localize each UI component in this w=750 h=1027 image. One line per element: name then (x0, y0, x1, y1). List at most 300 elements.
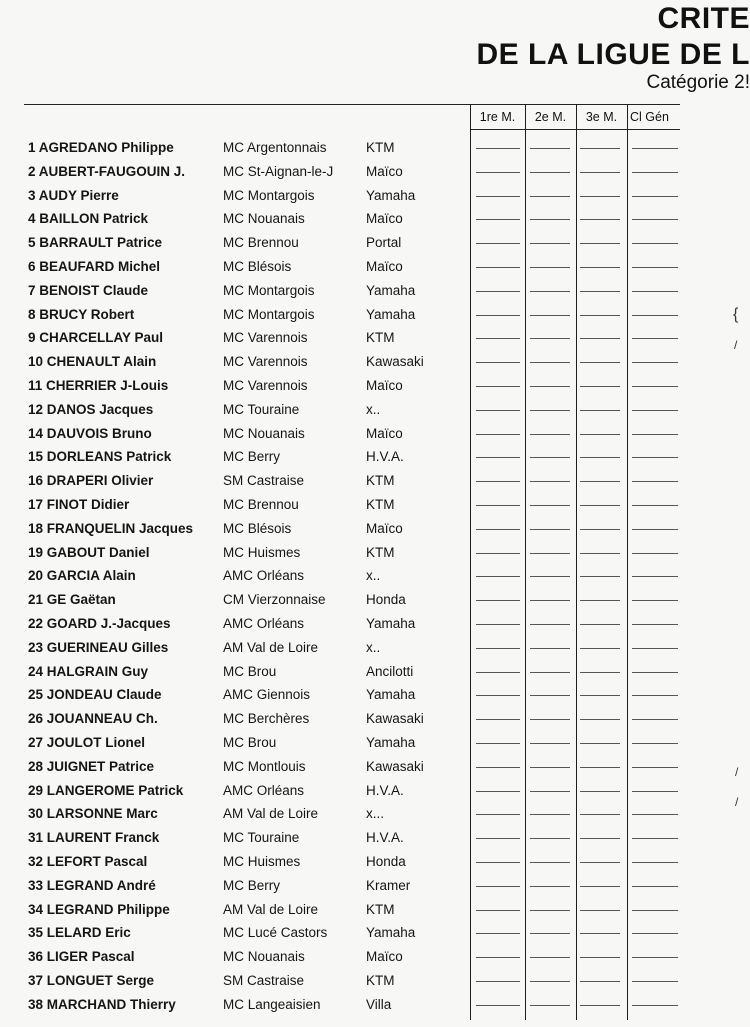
entrant-row (0, 207, 750, 231)
entrant-club: MC Brou (223, 734, 277, 750)
entrant-make: Honda (366, 592, 406, 608)
entrant-make: x.. (366, 568, 381, 584)
result-entry-line (580, 838, 620, 839)
result-entry-line (632, 743, 678, 744)
entrant-row (0, 850, 750, 874)
entrant-club: MC Touraine (223, 830, 300, 846)
result-entry-line (580, 553, 620, 554)
result-entry-line (476, 505, 520, 506)
entrant-name: 32 LEFORT Pascal (28, 853, 148, 869)
result-entry-line (632, 957, 678, 958)
result-entry-line (476, 743, 520, 744)
result-entry-line (580, 219, 620, 220)
result-entry-line (580, 338, 620, 339)
result-entry-line (580, 719, 620, 720)
page-title-line-1: CRITE (657, 2, 750, 35)
result-entry-line (580, 957, 620, 958)
margin-mark: / (735, 765, 739, 779)
column-header-round-1: 1re M. (479, 110, 516, 124)
grid-top-border (470, 104, 680, 105)
result-entry-line (530, 767, 570, 768)
result-entry-line (580, 695, 620, 696)
entrant-club: AM Val de Loire (223, 806, 319, 822)
result-entry-line (530, 338, 570, 339)
entrant-row (0, 255, 750, 279)
entrant-club: MC Langeaisien (223, 996, 321, 1012)
result-entry-line (530, 862, 570, 863)
entrant-name: 21 GE Gaëtan (28, 592, 116, 608)
result-entry-line (580, 624, 620, 625)
entrant-name: 1 AGREDANO Philippe (28, 140, 174, 155)
margin-mark: { (733, 306, 739, 323)
result-entry-line (530, 1005, 570, 1006)
result-entry-line (476, 196, 520, 197)
entrant-make: KTM (366, 901, 395, 917)
entrant-make: Honda (366, 853, 406, 869)
entrant-name: 5 BARRAULT Patrice (28, 235, 163, 251)
entrant-club: SM Castraise (223, 473, 305, 489)
result-entry-line (530, 648, 570, 649)
result-entry-line (580, 791, 620, 792)
entrant-name: 37 LONGUET Serge (28, 972, 155, 988)
result-entry-line (530, 957, 570, 958)
entrant-name: 2 AUBERT-FAUGOUIN J. (28, 163, 186, 179)
result-entry-line (476, 957, 520, 958)
entrant-row (0, 160, 750, 184)
entrant-club: MC Blésois (223, 258, 292, 274)
result-entry-line (476, 386, 520, 387)
result-entry-line (530, 695, 570, 696)
entrant-make: Yamaha (366, 187, 416, 203)
entrant-make: Kawasaki (366, 711, 424, 727)
entrant-club: AM Val de Loire (223, 901, 319, 917)
result-entry-line (580, 910, 620, 911)
result-entry-line (580, 576, 620, 577)
entrant-name: 36 LIGER Pascal (28, 949, 135, 965)
result-entry-line (530, 933, 570, 934)
result-entry-line (580, 291, 620, 292)
entrant-name: 31 LAURENT Franck (28, 830, 160, 846)
entrant-row (0, 231, 750, 255)
entrant-club: MC Blésois (223, 520, 292, 536)
result-entry-line (580, 767, 620, 768)
entrant-row (0, 303, 750, 327)
result-entry-line (632, 243, 678, 244)
entrant-name: 28 JUIGNET Patrice (28, 758, 155, 774)
result-entry-line (476, 672, 520, 673)
entrant-make: Maïco (366, 377, 403, 393)
result-entry-line (632, 600, 678, 601)
result-entry-line (476, 148, 520, 149)
result-entry-line (580, 862, 620, 863)
column-header-round-3: 3e M. (585, 110, 618, 124)
entrant-club: MC Nouanais (223, 949, 305, 965)
entrant-club: MC Lucé Castors (223, 925, 328, 941)
result-entry-line (476, 719, 520, 720)
result-entry-line (530, 672, 570, 673)
result-entry-line (580, 434, 620, 435)
entrant-row (0, 398, 750, 422)
entrant-row (0, 826, 750, 850)
result-entry-line (476, 933, 520, 934)
entrant-name: 19 GABOUT Daniel (28, 544, 150, 560)
result-entry-line (530, 886, 570, 887)
entrant-club: MC Varennois (223, 330, 308, 346)
result-entry-line (530, 600, 570, 601)
entrant-club: MC Berry (223, 877, 280, 893)
entrant-club: AM Val de Loire (223, 639, 319, 655)
result-entry-line (476, 576, 520, 577)
entrant-row (0, 541, 750, 565)
entrant-row (0, 898, 750, 922)
result-entry-line (632, 553, 678, 554)
result-entry-line (530, 267, 570, 268)
margin-mark: / (735, 795, 739, 809)
entrant-club: AMC Orléans (223, 568, 305, 584)
result-entry-line (632, 838, 678, 839)
entrant-name: 27 JOULOT Lionel (28, 734, 146, 750)
result-entry-line (632, 719, 678, 720)
result-entry-line (632, 624, 678, 625)
entrant-row (0, 683, 750, 707)
page-title-line-2: DE LA LIGUE DE L (476, 38, 750, 71)
result-entry-line (632, 910, 678, 911)
entrant-row (0, 517, 750, 541)
entrant-club: MC Huismes (223, 544, 301, 560)
entrant-list (0, 136, 750, 1016)
entrant-make: Yamaha (366, 925, 416, 941)
result-entry-line (476, 981, 520, 982)
entrant-name: 10 CHENAULT Alain (28, 354, 157, 370)
entrant-name: 22 GOARD J.-Jacques (28, 615, 171, 631)
result-entry-line (632, 505, 678, 506)
result-entry-line (580, 148, 620, 149)
entrant-club: MC Argentonnais (223, 140, 327, 155)
result-entry-line (530, 243, 570, 244)
result-entry-line (530, 457, 570, 458)
result-entry-line (580, 481, 620, 482)
entrant-make: Maïco (366, 425, 403, 441)
entrant-club: AMC Giennois (223, 687, 311, 703)
entrant-club: CM Vierzonnaise (223, 592, 326, 608)
entrant-make: Yamaha (366, 282, 416, 298)
entrant-name: 15 DORLEANS Patrick (28, 449, 172, 465)
entrant-club: MC Montargois (223, 282, 315, 298)
entrant-row (0, 945, 750, 969)
result-entry-line (580, 814, 620, 815)
result-entry-line (580, 600, 620, 601)
result-entry-line (530, 719, 570, 720)
entrant-name: 7 BENOIST Claude (28, 282, 149, 298)
entrant-make: KTM (366, 473, 395, 489)
entrant-club: MC Montargois (223, 306, 315, 322)
result-entry-line (530, 291, 570, 292)
entrant-club: MC Touraine (223, 401, 300, 417)
column-header-round-2: 2e M. (534, 110, 567, 124)
entrant-make: Maïco (366, 163, 403, 179)
entrant-name: 30 LARSONNE Marc (28, 806, 158, 822)
entrant-make: Ancilotti (366, 663, 414, 679)
result-entry-line (530, 219, 570, 220)
entrant-name: 24 HALGRAIN Guy (28, 663, 149, 679)
result-entry-line (530, 505, 570, 506)
result-entry-line (580, 243, 620, 244)
entrant-name: 12 DANOS Jacques (28, 401, 154, 417)
result-entry-line (476, 529, 520, 530)
result-entry-line (632, 481, 678, 482)
result-entry-line (580, 457, 620, 458)
result-entry-line (632, 457, 678, 458)
result-entry-line (632, 576, 678, 577)
entrant-club: AMC Orléans (223, 782, 305, 798)
entrant-name: 18 FRANQUELIN Jacques (28, 520, 194, 536)
entrant-make: KTM (366, 140, 395, 155)
entrant-row (0, 874, 750, 898)
entrant-row (0, 422, 750, 446)
result-entry-line (530, 434, 570, 435)
entrant-row (0, 564, 750, 588)
entrant-row (0, 374, 750, 398)
result-entry-line (530, 529, 570, 530)
result-entry-line (632, 148, 678, 149)
result-entry-line (632, 315, 678, 316)
entrant-club: MC St-Aignan-le-J (223, 163, 334, 179)
category-subtitle: Catégorie 2! (646, 72, 750, 93)
entrant-name: 8 BRUCY Robert (28, 306, 135, 322)
result-entry-line (580, 315, 620, 316)
entrant-name: 34 LEGRAND Philippe (28, 901, 170, 917)
entrant-make: Kramer (366, 877, 411, 893)
entrant-make: H.V.A. (366, 782, 404, 798)
result-entry-line (476, 457, 520, 458)
result-entry-line (632, 648, 678, 649)
result-entry-line (580, 362, 620, 363)
entrant-make: KTM (366, 496, 395, 512)
result-entry-line (580, 196, 620, 197)
result-entry-line (580, 386, 620, 387)
entrant-row (0, 612, 750, 636)
result-entry-line (632, 791, 678, 792)
result-entry-line (580, 505, 620, 506)
entrant-make: Villa (366, 996, 392, 1012)
entrant-make: Kawasaki (366, 354, 424, 370)
result-entry-line (476, 791, 520, 792)
entrant-row (0, 493, 750, 517)
entrant-make: Yamaha (366, 734, 416, 750)
result-entry-line (476, 481, 520, 482)
result-entry-line (476, 267, 520, 268)
result-entry-line (476, 695, 520, 696)
result-entry-line (476, 886, 520, 887)
entrant-name: 35 LELARD Eric (28, 925, 131, 941)
entrant-club: MC Huismes (223, 853, 301, 869)
result-entry-line (580, 672, 620, 673)
entrant-club: MC Brennou (223, 496, 299, 512)
entrant-name: 23 GUERINEAU Gilles (28, 639, 169, 655)
entrant-name: 29 LANGEROME Patrick (28, 782, 184, 798)
entrant-name: 14 DAUVOIS Bruno (28, 425, 152, 441)
entrant-club: MC Berry (223, 449, 280, 465)
entrant-row (0, 588, 750, 612)
result-entry-line (530, 196, 570, 197)
result-entry-line (632, 291, 678, 292)
entrant-club: MC Montargois (223, 187, 315, 203)
entrant-make: Kawasaki (366, 758, 424, 774)
entrant-make: KTM (366, 330, 395, 346)
entrant-make: x.. (366, 639, 381, 655)
result-entry-line (632, 338, 678, 339)
entrant-row (0, 350, 750, 374)
entrant-make: KTM (366, 972, 395, 988)
result-entry-line (530, 148, 570, 149)
entrant-name: 11 CHERRIER J-Louis (28, 377, 169, 393)
entrant-make: Maïco (366, 258, 403, 274)
result-entry-line (632, 672, 678, 673)
entrant-row (0, 969, 750, 993)
result-entry-line (530, 553, 570, 554)
entrant-row (0, 731, 750, 755)
result-entry-line (476, 600, 520, 601)
result-entry-line (476, 410, 520, 411)
result-entry-line (580, 648, 620, 649)
margin-mark: / (734, 338, 738, 352)
entrant-make: Yamaha (366, 687, 416, 703)
entrant-club: MC Brou (223, 663, 277, 679)
entrant-name: 16 DRAPERI Olivier (28, 473, 154, 489)
entrant-name: 4 BAILLON Patrick (28, 211, 149, 227)
result-entry-line (530, 410, 570, 411)
result-entry-line (530, 791, 570, 792)
entrant-make: Maïco (366, 520, 403, 536)
result-entry-line (476, 767, 520, 768)
result-entry-line (476, 243, 520, 244)
result-entry-line (632, 410, 678, 411)
result-entry-line (476, 291, 520, 292)
result-entry-line (632, 767, 678, 768)
result-entry-line (632, 434, 678, 435)
entrant-row (0, 802, 750, 826)
result-entry-line (476, 624, 520, 625)
entrant-row (0, 636, 750, 660)
result-entry-line (580, 1005, 620, 1006)
entrant-make: KTM (366, 544, 395, 560)
result-entry-line (530, 362, 570, 363)
result-entry-line (476, 219, 520, 220)
result-entry-line (530, 743, 570, 744)
result-entry-line (476, 862, 520, 863)
entrant-row (0, 326, 750, 350)
entrant-make: Yamaha (366, 615, 416, 631)
result-entry-line (530, 481, 570, 482)
result-entry-line (530, 838, 570, 839)
result-entry-line (632, 267, 678, 268)
result-entry-line (476, 910, 520, 911)
entrant-make: Yamaha (366, 306, 416, 322)
result-entry-line (580, 743, 620, 744)
entrant-make: x.. (366, 401, 381, 417)
entrant-club: MC Nouanais (223, 211, 305, 227)
result-entry-line (580, 410, 620, 411)
result-entry-line (476, 172, 520, 173)
entrant-make: Maïco (366, 949, 403, 965)
entrant-row (0, 755, 750, 779)
entrant-club: AMC Orléans (223, 615, 305, 631)
entrant-make: H.V.A. (366, 830, 404, 846)
entrant-club: MC Berchères (223, 711, 310, 727)
entrant-row (0, 445, 750, 469)
result-entry-line (632, 981, 678, 982)
result-entry-line (476, 1005, 520, 1006)
result-entry-line (476, 315, 520, 316)
entrant-club: SM Castraise (223, 972, 305, 988)
entrant-make: Maïco (366, 211, 403, 227)
result-entry-line (530, 981, 570, 982)
entrant-make: Portal (366, 235, 402, 251)
result-entry-line (632, 219, 678, 220)
entrant-name: 38 MARCHAND Thierry (28, 996, 176, 1012)
entrant-row (0, 993, 750, 1017)
result-entry-line (476, 648, 520, 649)
entrant-name: 33 LEGRAND André (28, 877, 156, 893)
result-entry-line (580, 172, 620, 173)
result-entry-line (632, 1005, 678, 1006)
result-entry-line (476, 434, 520, 435)
result-entry-line (632, 196, 678, 197)
grid-header-border (470, 129, 680, 130)
entrant-name: 26 JOUANNEAU Ch. (28, 711, 158, 727)
entrant-make: x... (366, 806, 385, 822)
entrant-row (0, 469, 750, 493)
result-entry-line (530, 172, 570, 173)
result-entry-line (580, 529, 620, 530)
entrant-row (0, 136, 750, 160)
entrant-row (0, 779, 750, 803)
entrant-row (0, 279, 750, 303)
result-entry-line (476, 838, 520, 839)
entrant-name: 9 CHARCELLAY Paul (28, 330, 164, 346)
result-entry-line (632, 862, 678, 863)
entrant-row (0, 707, 750, 731)
result-entry-line (632, 386, 678, 387)
entrant-club: MC Varennois (223, 377, 308, 393)
result-entry-line (530, 814, 570, 815)
entrant-row (0, 660, 750, 684)
result-entry-line (530, 910, 570, 911)
entrant-name: 25 JONDEAU Claude (28, 687, 162, 703)
result-entry-line (476, 362, 520, 363)
result-entry-line (476, 553, 520, 554)
result-entry-line (530, 315, 570, 316)
entrant-club: MC Varennois (223, 354, 308, 370)
entrant-row (0, 184, 750, 208)
result-entry-line (580, 981, 620, 982)
result-entry-line (632, 814, 678, 815)
entrant-name: 20 GARCIA Alain (28, 568, 136, 584)
entrant-row (0, 921, 750, 945)
result-entry-line (580, 933, 620, 934)
result-entry-line (632, 529, 678, 530)
result-entry-line (476, 814, 520, 815)
entrant-make: H.V.A. (366, 449, 404, 465)
entrant-club: MC Montlouis (223, 758, 306, 774)
entrant-name: 6 BEAUFARD Michel (28, 258, 161, 274)
column-header-overall: Cl Gén (630, 110, 669, 124)
result-entry-line (632, 172, 678, 173)
result-entry-line (580, 267, 620, 268)
entrant-name: 3 AUDY Pierre (28, 187, 119, 203)
result-entry-line (530, 624, 570, 625)
entrant-club: MC Nouanais (223, 425, 305, 441)
